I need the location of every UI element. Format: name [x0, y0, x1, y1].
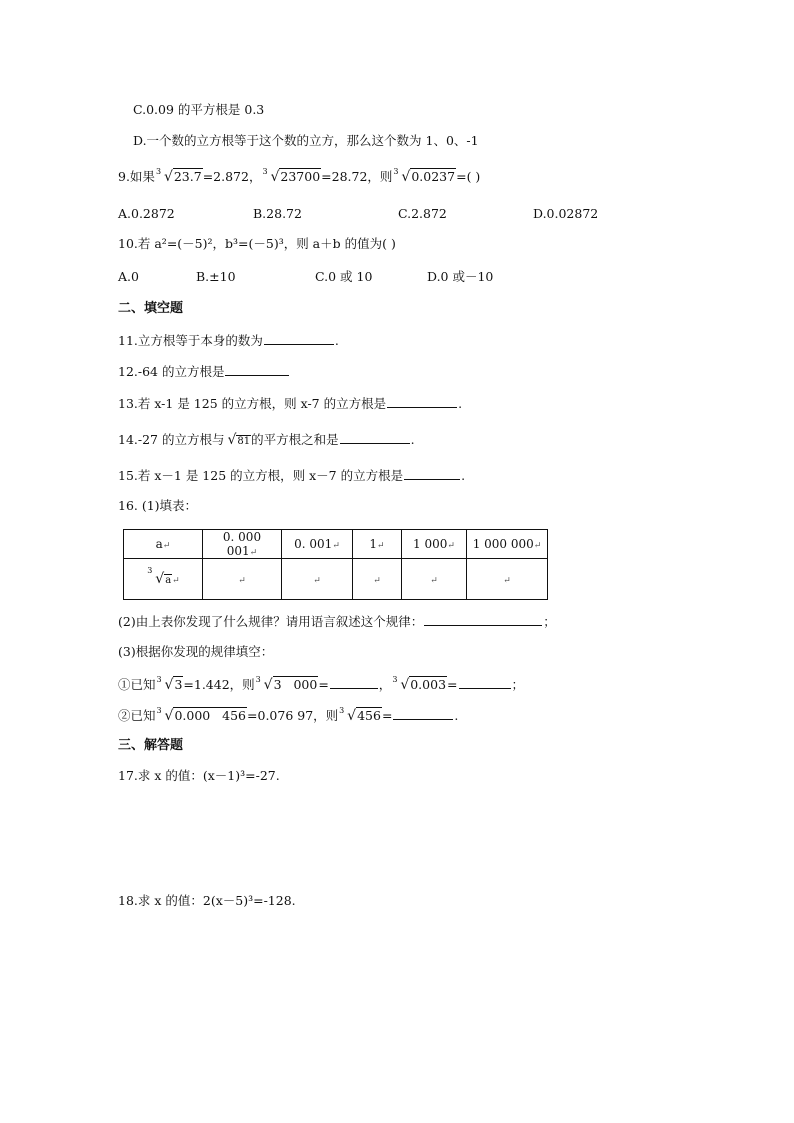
q17: 17.求 x 的值：(x－1)³=-27.: [118, 768, 280, 783]
q10-option-a: A.0: [118, 269, 139, 284]
table-row: [124, 530, 548, 559]
q18: 18.求 x 的值：2(x－5)³=-128.: [118, 893, 296, 908]
table-answer-cell[interactable]: ↵: [353, 559, 402, 600]
answer-blank[interactable]: [404, 467, 460, 480]
cube-root-23-7: 3 √23.7: [155, 167, 202, 185]
table-cell: 0. 001↵: [282, 530, 353, 559]
answer-blank[interactable]: [387, 395, 457, 408]
q9-stem: 9.如果 3 √23.7=2.872， 3 √23700=28.72，则 3 √0.0237=( ): [118, 167, 481, 185]
q8-option-c: C.0.09 的平方根是 0.3: [133, 102, 265, 117]
q10-option-c: C.0 或 10: [315, 269, 373, 284]
q15: 15.若 x－1 是 125 的立方根，则 x－7 的立方根是 .: [118, 468, 466, 483]
cube-root-0-0237: 3 √0.0237: [393, 167, 456, 185]
q10-option-b: B.±10: [196, 269, 236, 284]
section-fill-in-heading: 二、填空题: [118, 301, 184, 316]
q9-prefix: 9.如果: [118, 169, 155, 184]
section-solve-heading: 三、解答题: [118, 738, 184, 753]
answer-blank[interactable]: [393, 707, 453, 720]
q10-option-d: D.0 或－10: [427, 269, 494, 284]
q10-stem: 10.若 a²=(－5)²，b³=(－5)³，则 a＋b 的值为( ): [118, 236, 396, 251]
cube-root-table: [123, 529, 548, 600]
sqrt-81: √81: [227, 432, 251, 448]
q12: 12.-64 的立方根是: [118, 363, 290, 380]
q9-option-b: B.28.72: [253, 206, 302, 221]
q9-option-a: A.0.2872: [118, 206, 175, 221]
answer-blank[interactable]: [424, 613, 542, 626]
q16-part3-1: ①已知 3 √3=1.442，则 3 √3 000= ， 3 √0.003= ；: [118, 675, 525, 693]
table-answer-cell[interactable]: ↵: [203, 559, 282, 600]
cube-root-23700: 3 √23700: [262, 167, 321, 185]
table-cell: 1↵: [353, 530, 402, 559]
answer-blank[interactable]: [459, 676, 511, 689]
q9-option-c: C.2.872: [398, 206, 447, 221]
table-header-a: a↵: [124, 530, 203, 559]
table-cell: 1 000 000↵: [467, 530, 548, 559]
answer-blank[interactable]: [225, 363, 289, 376]
q14: 14.-27 的立方根与 √81的平方根之和是 .: [118, 432, 415, 448]
table-cell: 1 000↵: [402, 530, 467, 559]
answer-blank[interactable]: [340, 431, 410, 444]
q9-option-d: D.0.02872: [533, 206, 599, 221]
table-cell: 0. 000 001↵: [203, 530, 282, 559]
table-row: [124, 559, 548, 600]
table-header-cube-root-a: 3 √a↵: [124, 559, 203, 600]
q16-part3-2: ②已知 3 √0.000 456=0.076 97，则 3 √456= .: [118, 706, 459, 724]
q8-option-d: D.一个数的立方根等于这个数的立方，那么这个数为 1、0、-1: [133, 133, 479, 148]
q16-part2: (2)由上表你发现了什么规律？请用语言叙述这个规律： ；: [118, 614, 556, 629]
answer-blank[interactable]: [330, 676, 378, 689]
q13: 13.若 x-1 是 125 的立方根，则 x-7 的立方根是 .: [118, 396, 463, 411]
table-answer-cell[interactable]: ↵: [282, 559, 353, 600]
table-answer-cell[interactable]: ↵: [402, 559, 467, 600]
q16-part3: (3)根据你发现的规律填空：: [118, 644, 274, 659]
q11: 11.立方根等于本身的数为 .: [118, 333, 339, 348]
q16-title: 16. (1)填表：: [118, 498, 198, 513]
answer-blank[interactable]: [264, 332, 334, 345]
table-answer-cell[interactable]: ↵: [467, 559, 548, 600]
